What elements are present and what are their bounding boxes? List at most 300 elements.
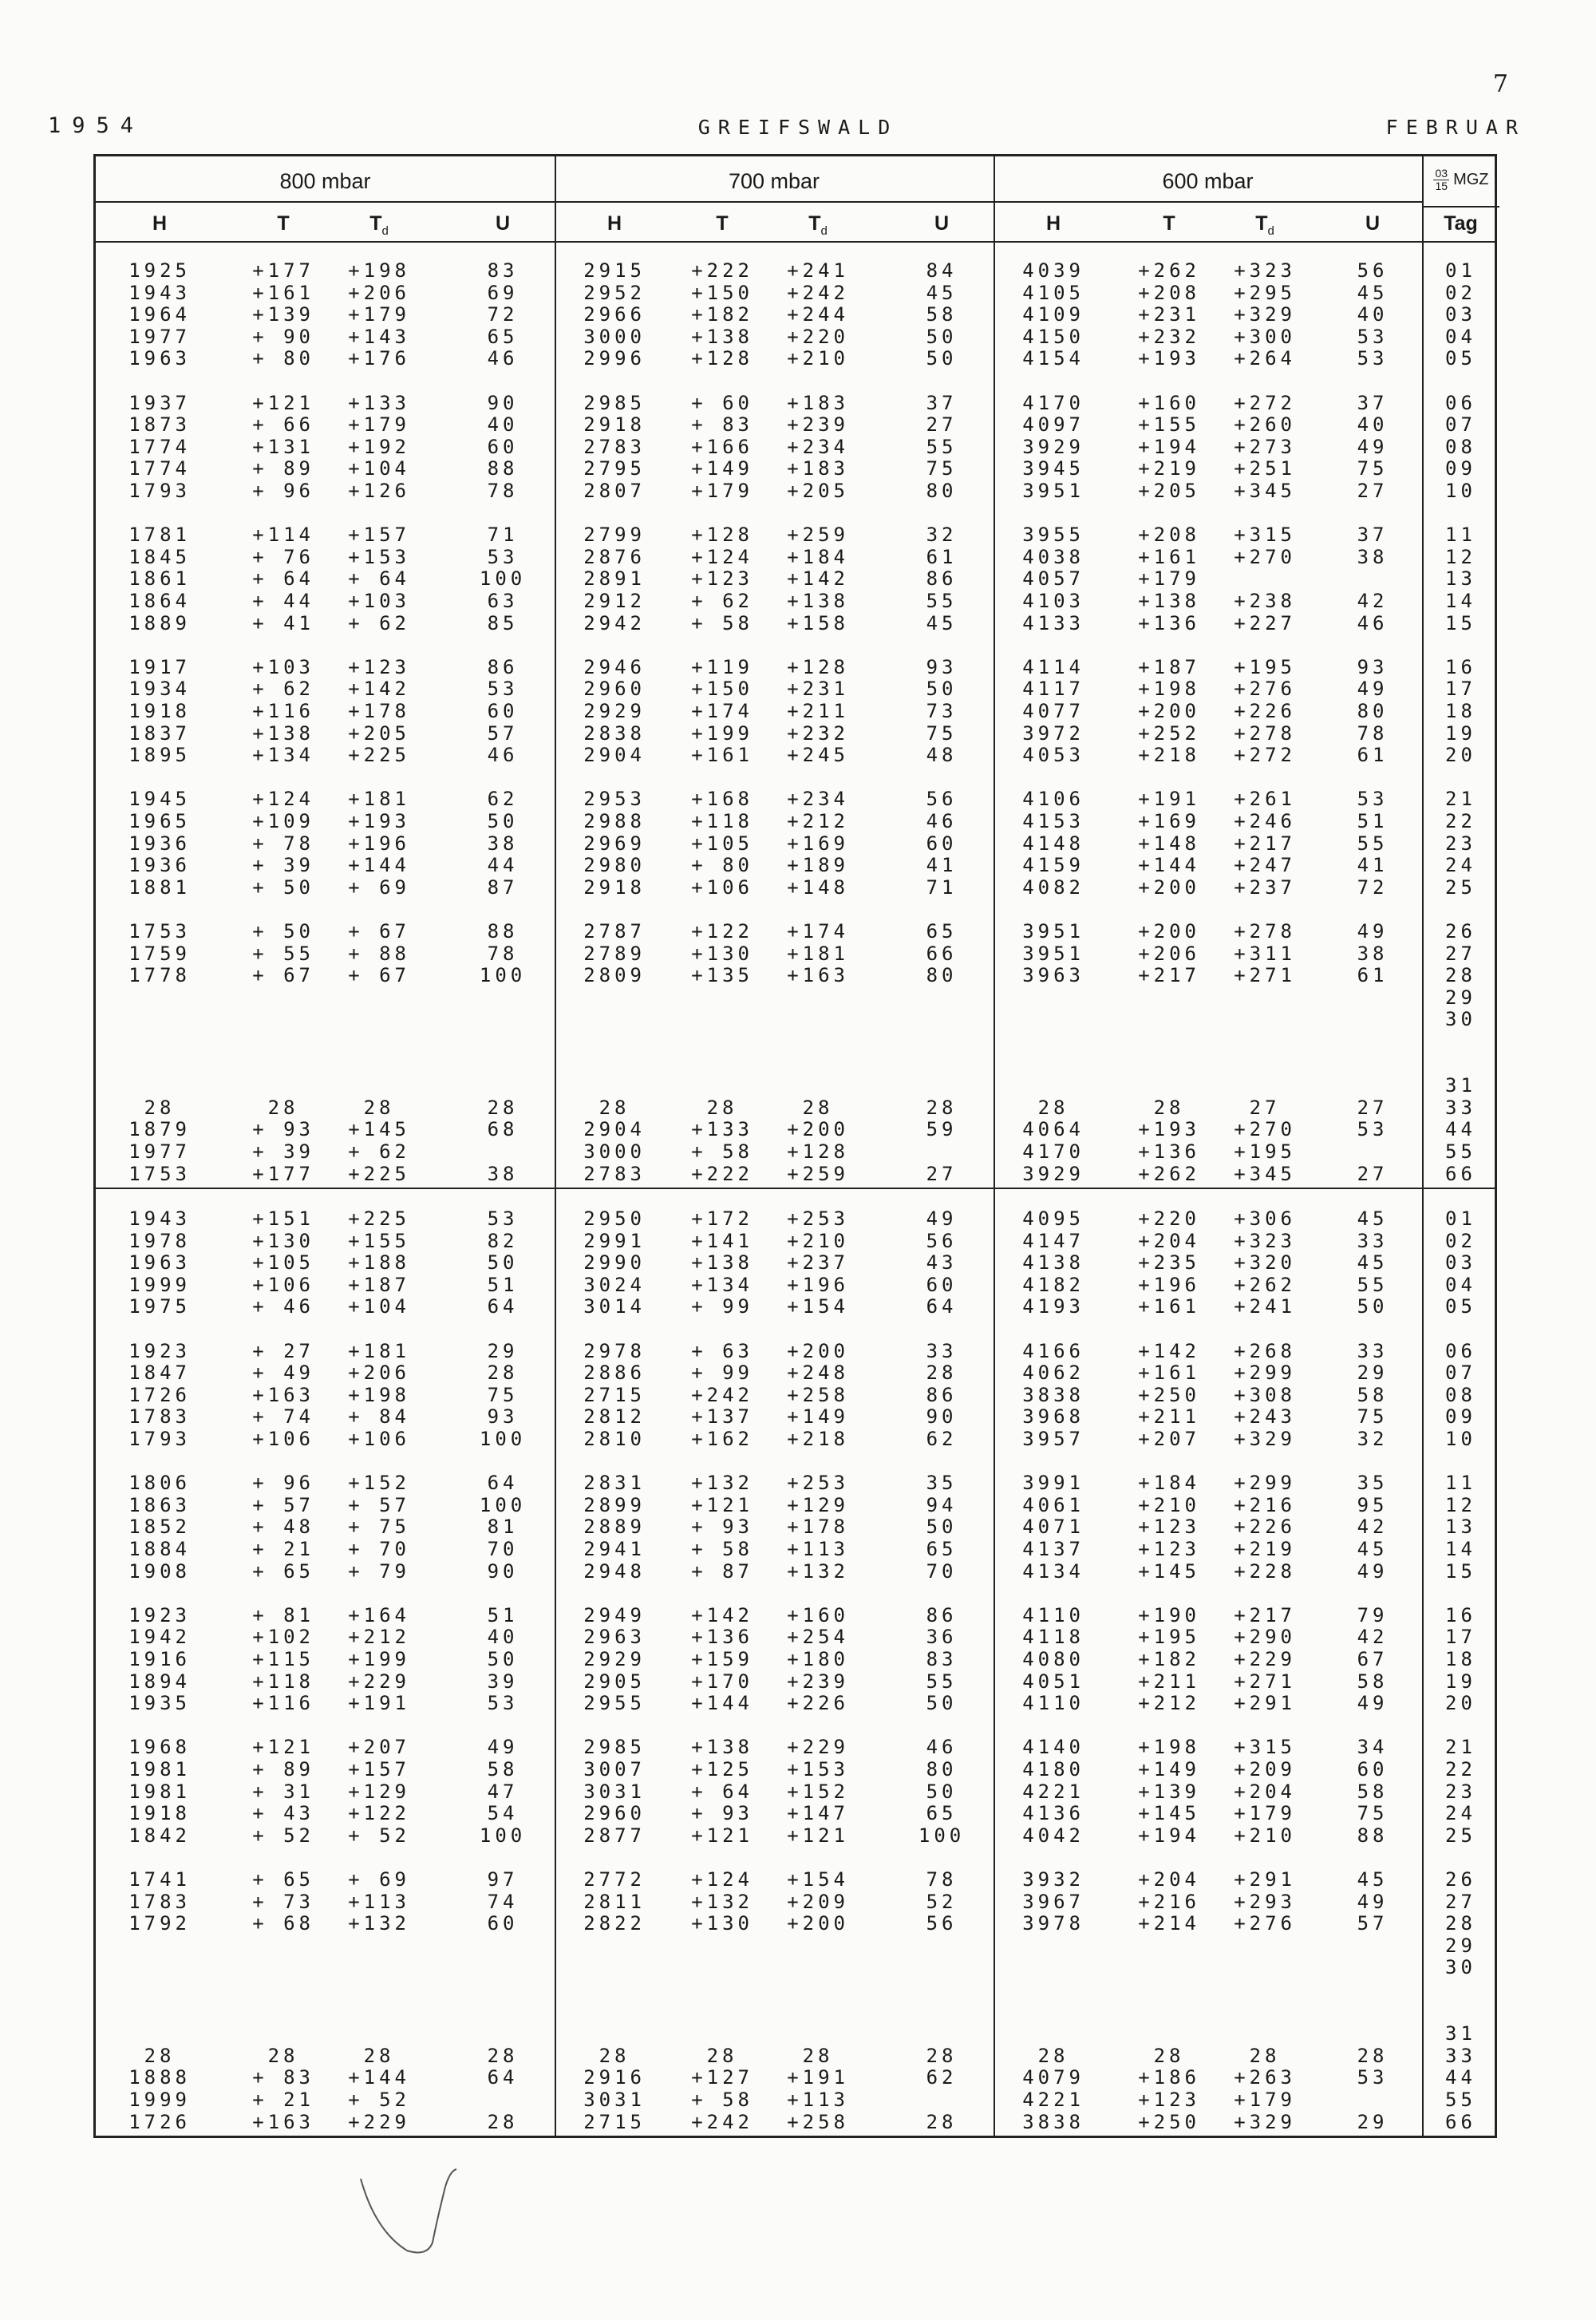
cell-td: +178 bbox=[787, 1516, 849, 1539]
cell-td: +129 bbox=[348, 1780, 410, 1803]
cell-u: 45 bbox=[1357, 1207, 1389, 1230]
cell-u: 62 bbox=[487, 788, 519, 811]
cell-u: 72 bbox=[1357, 875, 1389, 899]
cell-td: +271 bbox=[1234, 964, 1296, 987]
cell-td: +205 bbox=[348, 721, 410, 745]
cell-tag: 08 bbox=[1445, 435, 1476, 458]
cell-t: 28 bbox=[1153, 1096, 1185, 1119]
cell-h: 2918 bbox=[583, 413, 646, 437]
cell-tag: 20 bbox=[1445, 744, 1476, 767]
cell-tag: 11 bbox=[1445, 1472, 1476, 1495]
cell-h: 1923 bbox=[128, 1603, 191, 1626]
cell-td: +239 bbox=[787, 413, 849, 437]
table-row bbox=[96, 1825, 1495, 1847]
table-row bbox=[96, 811, 1495, 832]
cell-t: + 76 bbox=[252, 545, 314, 568]
cell-t: +106 bbox=[252, 1273, 314, 1296]
cell-td: +148 bbox=[787, 875, 849, 899]
cell-tag: 29 bbox=[1445, 1934, 1476, 1957]
cell-t: +163 bbox=[252, 1383, 314, 1406]
cell-td: +216 bbox=[1234, 1493, 1296, 1516]
cell-u: 50 bbox=[926, 347, 958, 370]
cell-t: +160 bbox=[1138, 391, 1200, 414]
table-row bbox=[96, 678, 1495, 700]
cell-h: 3929 bbox=[1022, 1162, 1084, 1185]
cell-h: 4109 bbox=[1022, 303, 1084, 326]
cell-u: 45 bbox=[926, 281, 958, 304]
table-row bbox=[96, 1252, 1495, 1274]
table-row bbox=[96, 1539, 1495, 1560]
table-row bbox=[96, 943, 1495, 965]
cell-u: 70 bbox=[487, 1538, 519, 1560]
cell-h: 28 bbox=[598, 1096, 630, 1119]
cell-td: +205 bbox=[787, 480, 849, 502]
cell-t: +214 bbox=[1138, 1912, 1200, 1935]
cell-u: 55 bbox=[926, 435, 958, 458]
cell-u: 58 bbox=[1357, 1383, 1389, 1406]
data-table bbox=[93, 154, 1497, 2138]
cell-u: 51 bbox=[1357, 810, 1389, 832]
col-header-text: H bbox=[1045, 212, 1061, 235]
table-row bbox=[96, 657, 1495, 678]
cell-h: 2838 bbox=[583, 721, 646, 745]
cell-td: +163 bbox=[787, 964, 849, 987]
cell-t: +250 bbox=[1138, 1383, 1200, 1406]
cell-u: 93 bbox=[926, 655, 958, 678]
cell-h: 2904 bbox=[583, 744, 646, 767]
cell-u: 68 bbox=[487, 1118, 519, 1141]
cell-u: 41 bbox=[926, 854, 958, 877]
cell-td: +278 bbox=[1234, 721, 1296, 745]
cell-td: + 62 bbox=[348, 611, 410, 634]
cell-h: 4057 bbox=[1022, 567, 1084, 591]
cell-u: 71 bbox=[487, 524, 519, 547]
cell-t: + 83 bbox=[252, 2066, 314, 2089]
cell-t: +131 bbox=[252, 435, 314, 458]
cell-h: 1895 bbox=[128, 744, 191, 767]
cell-h: 1847 bbox=[128, 1362, 191, 1385]
cell-h: 2877 bbox=[583, 1824, 646, 1847]
cell-h: 1936 bbox=[128, 854, 191, 877]
table-row bbox=[96, 1935, 1495, 1957]
cell-td: +227 bbox=[1234, 611, 1296, 634]
cell-h: 3978 bbox=[1022, 1912, 1084, 1935]
cell-u: 69 bbox=[487, 281, 519, 304]
table-row bbox=[96, 1296, 1495, 1318]
cell-h: 4077 bbox=[1022, 700, 1084, 722]
cell-h: 3968 bbox=[1022, 1405, 1084, 1429]
table-row bbox=[96, 304, 1495, 326]
cell-tag: 02 bbox=[1445, 281, 1476, 304]
cell-h: 4051 bbox=[1022, 1670, 1084, 1693]
cell-h: 4140 bbox=[1022, 1736, 1084, 1759]
cell-h: 4150 bbox=[1022, 325, 1084, 348]
cell-td: + 67 bbox=[348, 964, 410, 987]
cell-td: +152 bbox=[787, 1780, 849, 1803]
cell-t: + 48 bbox=[252, 1516, 314, 1539]
cell-h: 1873 bbox=[128, 413, 191, 437]
cell-u: 45 bbox=[1357, 1868, 1389, 1891]
cell-t: + 46 bbox=[252, 1295, 314, 1318]
cell-u: 28 bbox=[487, 1096, 519, 1119]
cell-u: 97 bbox=[487, 1868, 519, 1891]
cell-h: 2783 bbox=[583, 1162, 646, 1185]
cell-h: 3031 bbox=[583, 1780, 646, 1803]
cell-t: +106 bbox=[252, 1428, 314, 1450]
cell-t: + 39 bbox=[252, 854, 314, 877]
cell-u: 100 bbox=[479, 1428, 527, 1450]
cell-u: 45 bbox=[926, 611, 958, 634]
cell-td: +244 bbox=[787, 303, 849, 326]
cell-tag: 16 bbox=[1445, 1603, 1476, 1626]
cell-t: +138 bbox=[252, 721, 314, 745]
cell-t: + 63 bbox=[691, 1339, 753, 1362]
cell-tag: 22 bbox=[1445, 810, 1476, 832]
cell-t: + 27 bbox=[252, 1339, 314, 1362]
cell-u: 46 bbox=[1357, 611, 1389, 634]
cell-td: +207 bbox=[348, 1736, 410, 1759]
cell-h: 2960 bbox=[583, 678, 646, 701]
cell-td: +232 bbox=[787, 721, 849, 745]
cell-u: 33 bbox=[1357, 1339, 1389, 1362]
cell-h: 3951 bbox=[1022, 942, 1084, 965]
cell-tag: 05 bbox=[1445, 347, 1476, 370]
cell-t: +168 bbox=[691, 788, 753, 811]
cell-t: +235 bbox=[1138, 1251, 1200, 1275]
cell-t: +252 bbox=[1138, 721, 1200, 745]
cell-tag: 24 bbox=[1445, 854, 1476, 877]
cell-t: + 73 bbox=[252, 1890, 314, 1913]
cell-u: 80 bbox=[926, 964, 958, 987]
cell-h: 1918 bbox=[128, 700, 191, 722]
cell-tag: 03 bbox=[1445, 1251, 1476, 1275]
cell-td: +245 bbox=[787, 744, 849, 767]
cell-h: 4106 bbox=[1022, 788, 1084, 811]
cell-u: 100 bbox=[918, 1824, 966, 1847]
cell-td: +176 bbox=[348, 347, 410, 370]
cell-u: 90 bbox=[487, 391, 519, 414]
cell-u: 53 bbox=[487, 1692, 519, 1715]
cell-td: + 88 bbox=[348, 942, 410, 965]
cell-td: +113 bbox=[787, 1538, 849, 1560]
cell-h: 1975 bbox=[128, 1295, 191, 1318]
cell-h: 1845 bbox=[128, 545, 191, 568]
cell-u: 75 bbox=[926, 721, 958, 745]
cell-h: 2787 bbox=[583, 920, 646, 943]
cell-h: 1968 bbox=[128, 1736, 191, 1759]
cell-h: 3000 bbox=[583, 1140, 646, 1163]
cell-h: 1965 bbox=[128, 810, 191, 832]
cell-td: +263 bbox=[1234, 2066, 1296, 2089]
cell-t: + 62 bbox=[691, 590, 753, 612]
table-row bbox=[96, 1119, 1495, 1140]
cell-h: 3929 bbox=[1022, 435, 1084, 458]
cell-t: +182 bbox=[1138, 1648, 1200, 1670]
cell-u: 83 bbox=[487, 259, 519, 282]
cell-t: +116 bbox=[252, 1692, 314, 1715]
table-row bbox=[96, 2112, 1495, 2133]
cell-t: +123 bbox=[691, 567, 753, 591]
cell-u: 78 bbox=[926, 1868, 958, 1891]
cell-u: 81 bbox=[487, 1516, 519, 1539]
cell-td: +320 bbox=[1234, 1251, 1296, 1275]
cell-t: +161 bbox=[1138, 1295, 1200, 1318]
cell-h: 2941 bbox=[583, 1538, 646, 1560]
cell-u: 57 bbox=[487, 721, 519, 745]
cell-t: + 55 bbox=[252, 942, 314, 965]
cell-td: +164 bbox=[348, 1603, 410, 1626]
cell-h: 2969 bbox=[583, 832, 646, 855]
cell-tag: 44 bbox=[1445, 1118, 1476, 1141]
cell-h: 2978 bbox=[583, 1339, 646, 1362]
cell-h: 1916 bbox=[128, 1648, 191, 1670]
cell-t: +130 bbox=[252, 1229, 314, 1252]
cell-h: 4180 bbox=[1022, 1758, 1084, 1781]
cell-t: + 66 bbox=[252, 413, 314, 437]
cell-t: +109 bbox=[252, 810, 314, 832]
cell-t: + 52 bbox=[252, 1824, 314, 1847]
cell-h: 4118 bbox=[1022, 1626, 1084, 1649]
cell-td: +209 bbox=[1234, 1758, 1296, 1781]
cell-td: +181 bbox=[348, 788, 410, 811]
table-row bbox=[96, 437, 1495, 458]
cell-td: +311 bbox=[1234, 942, 1296, 965]
cell-h: 2715 bbox=[583, 1383, 646, 1406]
cell-t: +208 bbox=[1138, 281, 1200, 304]
cell-tag: 55 bbox=[1445, 1140, 1476, 1163]
cell-tag: 07 bbox=[1445, 413, 1476, 437]
cell-t: +149 bbox=[1138, 1758, 1200, 1781]
cell-td: +329 bbox=[1234, 2110, 1296, 2133]
cell-t: +128 bbox=[691, 347, 753, 370]
cell-u: 59 bbox=[926, 1118, 958, 1141]
cell-td: +153 bbox=[787, 1758, 849, 1781]
cell-u: 38 bbox=[487, 1162, 519, 1185]
cell-t: +134 bbox=[691, 1273, 753, 1296]
cell-u: 50 bbox=[926, 678, 958, 701]
cell-h: 3838 bbox=[1022, 2110, 1084, 2133]
cell-td: +306 bbox=[1234, 1207, 1296, 1230]
cell-h: 1936 bbox=[128, 832, 191, 855]
cell-td: +315 bbox=[1234, 524, 1296, 547]
cell-tag: 31 bbox=[1445, 2022, 1476, 2045]
cell-td: +122 bbox=[348, 1802, 410, 1825]
cell-u: 61 bbox=[926, 545, 958, 568]
cell-h: 2946 bbox=[583, 655, 646, 678]
cell-u: 82 bbox=[487, 1229, 519, 1252]
cell-h: 4170 bbox=[1022, 391, 1084, 414]
cell-h: 1918 bbox=[128, 1802, 191, 1825]
cell-h: 2889 bbox=[583, 1516, 646, 1539]
cell-t: +211 bbox=[1138, 1670, 1200, 1693]
cell-t: 28 bbox=[1153, 2044, 1185, 2067]
cell-h: 2991 bbox=[583, 1229, 646, 1252]
cell-h: 1881 bbox=[128, 875, 191, 899]
cell-u: 51 bbox=[487, 1273, 519, 1296]
cell-u: 100 bbox=[479, 1824, 527, 1847]
cell-u: 53 bbox=[487, 545, 519, 568]
cell-h: 2809 bbox=[583, 964, 646, 987]
table-row bbox=[96, 1075, 1495, 1097]
cell-t: +148 bbox=[1138, 832, 1200, 855]
cell-t: +114 bbox=[252, 524, 314, 547]
cell-h: 1741 bbox=[128, 1868, 191, 1891]
cell-h: 4103 bbox=[1022, 590, 1084, 612]
cell-u: 33 bbox=[926, 1339, 958, 1362]
cell-h: 1726 bbox=[128, 1383, 191, 1406]
cell-td: +179 bbox=[1234, 1802, 1296, 1825]
cell-t: + 58 bbox=[691, 2089, 753, 2111]
cell-t: +219 bbox=[1138, 457, 1200, 480]
cell-h: 1774 bbox=[128, 457, 191, 480]
cell-td: +132 bbox=[348, 1912, 410, 1935]
table-row bbox=[96, 348, 1495, 370]
cell-td: +200 bbox=[787, 1118, 849, 1141]
cell-tag: 26 bbox=[1445, 1868, 1476, 1891]
cell-t: +144 bbox=[1138, 854, 1200, 877]
cell-u: 71 bbox=[926, 875, 958, 899]
cell-td: +200 bbox=[787, 1912, 849, 1935]
table-row bbox=[96, 1141, 1495, 1163]
cell-u: 65 bbox=[926, 1538, 958, 1560]
cell-u: 58 bbox=[1357, 1670, 1389, 1693]
cell-u: 100 bbox=[479, 567, 527, 591]
cell-h: 2891 bbox=[583, 567, 646, 591]
cell-h: 4042 bbox=[1022, 1824, 1084, 1847]
cell-h: 4110 bbox=[1022, 1692, 1084, 1715]
cell-u: 80 bbox=[1357, 700, 1389, 722]
table-body bbox=[96, 156, 1495, 2136]
cell-u: 49 bbox=[1357, 1559, 1389, 1583]
cell-tag: 13 bbox=[1445, 567, 1476, 591]
cell-h: 2985 bbox=[583, 1736, 646, 1759]
cell-h: 4062 bbox=[1022, 1362, 1084, 1385]
cell-u: 28 bbox=[487, 2110, 519, 2133]
cell-u: 38 bbox=[487, 832, 519, 855]
cell-u: 62 bbox=[926, 2066, 958, 2089]
cell-td: +239 bbox=[787, 1670, 849, 1693]
cell-t: 28 bbox=[706, 2044, 738, 2067]
cell-u: 60 bbox=[487, 1912, 519, 1935]
cell-td: +184 bbox=[787, 545, 849, 568]
cell-t: +142 bbox=[1138, 1339, 1200, 1362]
cell-td: +229 bbox=[348, 2110, 410, 2133]
table-row bbox=[96, 1385, 1495, 1406]
cell-tag: 30 bbox=[1445, 1956, 1476, 1979]
cell-t: +127 bbox=[691, 2066, 753, 2089]
cell-td: 28 bbox=[1249, 2044, 1281, 2067]
cell-t: + 96 bbox=[252, 1472, 314, 1495]
cell-u: 88 bbox=[1357, 1824, 1389, 1847]
cell-td: +323 bbox=[1234, 259, 1296, 282]
cell-u: 65 bbox=[926, 920, 958, 943]
cell-h: 3932 bbox=[1022, 1868, 1084, 1891]
cell-u: 29 bbox=[487, 1339, 519, 1362]
cell-td: +278 bbox=[1234, 920, 1296, 943]
cell-u: 33 bbox=[1357, 1229, 1389, 1252]
col-header-text: U bbox=[1365, 212, 1381, 235]
cell-td: +179 bbox=[1234, 2089, 1296, 2111]
cell-t: +232 bbox=[1138, 325, 1200, 348]
cell-u: 41 bbox=[1357, 854, 1389, 877]
cell-td: +195 bbox=[1234, 655, 1296, 678]
cell-h: 4159 bbox=[1022, 854, 1084, 877]
cell-u: 86 bbox=[926, 1383, 958, 1406]
cell-t: +118 bbox=[252, 1670, 314, 1693]
table-row bbox=[96, 745, 1495, 766]
cell-td: +299 bbox=[1234, 1362, 1296, 1385]
cell-h: 4095 bbox=[1022, 1207, 1084, 1230]
cell-td: +123 bbox=[348, 655, 410, 678]
col-header-text: T bbox=[1255, 212, 1268, 235]
cell-td: +193 bbox=[348, 810, 410, 832]
cell-u: 64 bbox=[487, 1295, 519, 1318]
cell-h: 3951 bbox=[1022, 480, 1084, 502]
cell-u: 64 bbox=[487, 2066, 519, 2089]
cell-u: 47 bbox=[487, 1780, 519, 1803]
cell-u: 27 bbox=[926, 413, 958, 437]
cell-t: +138 bbox=[691, 1736, 753, 1759]
cell-t: +149 bbox=[691, 457, 753, 480]
cell-t: +136 bbox=[1138, 1140, 1200, 1163]
cell-t: +125 bbox=[691, 1758, 753, 1781]
cell-u: 50 bbox=[926, 1692, 958, 1715]
cell-td: +246 bbox=[1234, 810, 1296, 832]
cell-h: 1999 bbox=[128, 2089, 191, 2111]
cell-t: +119 bbox=[691, 655, 753, 678]
cell-t: + 43 bbox=[252, 1802, 314, 1825]
table-row bbox=[96, 965, 1495, 986]
cell-h: 1879 bbox=[128, 1118, 191, 1141]
cell-t: +206 bbox=[1138, 942, 1200, 965]
cell-t: +194 bbox=[1138, 435, 1200, 458]
cell-t: + 21 bbox=[252, 2089, 314, 2111]
cell-u: 95 bbox=[1357, 1493, 1389, 1516]
cell-t: + 62 bbox=[252, 678, 314, 701]
cell-tag: 33 bbox=[1445, 2044, 1476, 2067]
cell-td: +121 bbox=[787, 1824, 849, 1847]
cell-u: 75 bbox=[487, 1383, 519, 1406]
cell-td: +345 bbox=[1234, 480, 1296, 502]
cell-h: 2963 bbox=[583, 1626, 646, 1649]
cell-t: +115 bbox=[252, 1648, 314, 1670]
cell-u: 62 bbox=[926, 1428, 958, 1450]
cell-td: +153 bbox=[348, 545, 410, 568]
cell-t: + 57 bbox=[252, 1493, 314, 1516]
cell-h: 1726 bbox=[128, 2110, 191, 2133]
cell-u: 50 bbox=[926, 1780, 958, 1803]
cell-u: 49 bbox=[1357, 920, 1389, 943]
cell-t: +200 bbox=[1138, 875, 1200, 899]
cell-u: 46 bbox=[926, 1736, 958, 1759]
cell-h: 1806 bbox=[128, 1472, 191, 1495]
cell-t: + 99 bbox=[691, 1295, 753, 1318]
table-row bbox=[96, 2023, 1495, 2045]
cell-h: 1888 bbox=[128, 2066, 191, 2089]
table-row bbox=[96, 1516, 1495, 1538]
cell-h: 4166 bbox=[1022, 1339, 1084, 1362]
cell-h: 4221 bbox=[1022, 1780, 1084, 1803]
cell-u: 32 bbox=[926, 524, 958, 547]
cell-td: +196 bbox=[787, 1273, 849, 1296]
cell-t: +179 bbox=[691, 480, 753, 502]
cell-h: 3945 bbox=[1022, 457, 1084, 480]
cell-h: 2795 bbox=[583, 457, 646, 480]
cell-tag: 15 bbox=[1445, 1559, 1476, 1583]
cell-t: +155 bbox=[1138, 413, 1200, 437]
cell-tag: 19 bbox=[1445, 1670, 1476, 1693]
cell-h: 4064 bbox=[1022, 1118, 1084, 1141]
